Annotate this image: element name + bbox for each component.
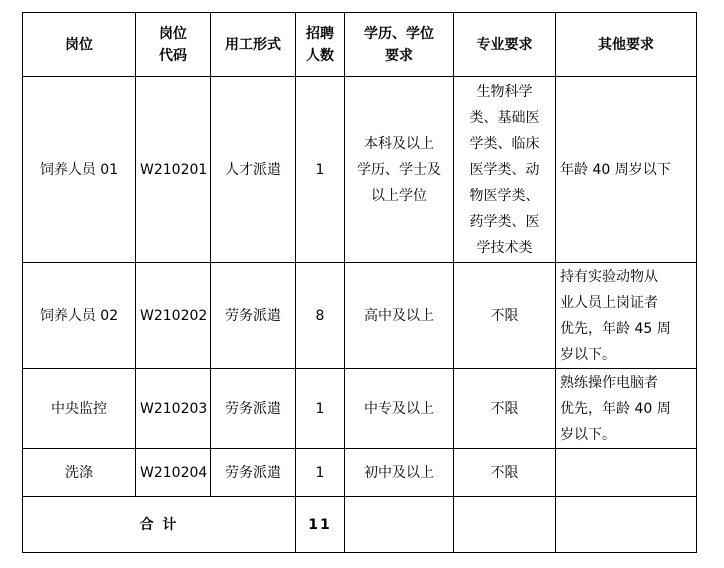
cell-education: 初中及以上: [345, 449, 454, 497]
header-position: 岗位: [23, 13, 136, 77]
cell-major: 生物科学 类、基础医 学类、临床 医学类、动 物医学类、 药学类、医 学技术类: [454, 77, 556, 263]
table-row: [23, 369, 697, 449]
cell-employment: 劳务派遣: [211, 449, 296, 497]
cell-code: W210204: [136, 449, 211, 497]
total-empty-cell: [454, 497, 556, 553]
cell-code: W210203: [136, 369, 211, 449]
cell-count: 1: [296, 369, 345, 449]
cell-major: 不限: [454, 263, 556, 369]
cell-employment: 人才派遣: [211, 77, 296, 263]
header-count: 招聘 人数: [296, 13, 345, 77]
cell-education: 高中及以上: [345, 263, 454, 369]
total-empty-cell: [345, 497, 454, 553]
cell-other: 持有实验动物从 业人员上岗证者 优先，年龄 45 周 岁以下。: [556, 263, 697, 369]
header-other: 其他要求: [556, 13, 697, 77]
cell-employment: 劳务派遣: [211, 263, 296, 369]
cell-major: 不限: [454, 369, 556, 449]
cell-code: W210202: [136, 263, 211, 369]
header-employment: 用工形式: [211, 13, 296, 77]
cell-major: 不限: [454, 449, 556, 497]
cell-employment: 劳务派遣: [211, 369, 296, 449]
cell-position: 饲养人员 02: [23, 263, 136, 369]
total-count: 11: [296, 497, 345, 553]
header-major: 专业要求: [454, 13, 556, 77]
recruitment-table: [22, 12, 697, 553]
cell-count: 8: [296, 263, 345, 369]
cell-position: 中央监控: [23, 369, 136, 449]
table-row: [23, 449, 697, 497]
cell-count: 1: [296, 449, 345, 497]
total-label: 合 计: [23, 497, 296, 553]
cell-position: 洗涤: [23, 449, 136, 497]
cell-position: 饲养人员 01: [23, 77, 136, 263]
header-education: 学历、学位 要求: [345, 13, 454, 77]
cell-code: W210201: [136, 77, 211, 263]
header-code: 岗位 代码: [136, 13, 211, 77]
total-row: [23, 497, 697, 553]
cell-other: 年龄 40 周岁以下: [556, 77, 697, 263]
cell-education: 本科及以上 学历、学士及 以上学位: [345, 77, 454, 263]
cell-count: 1: [296, 77, 345, 263]
total-empty-cell: [556, 497, 697, 553]
cell-other: 熟练操作电脑者 优先，年龄 40 周 岁以下。: [556, 369, 697, 449]
cell-education: 中专及以上: [345, 369, 454, 449]
table-row: [23, 77, 697, 263]
recruitment-table-container: [22, 12, 697, 553]
cell-other: [556, 449, 697, 497]
table-row: [23, 263, 697, 369]
header-row: [23, 13, 697, 77]
